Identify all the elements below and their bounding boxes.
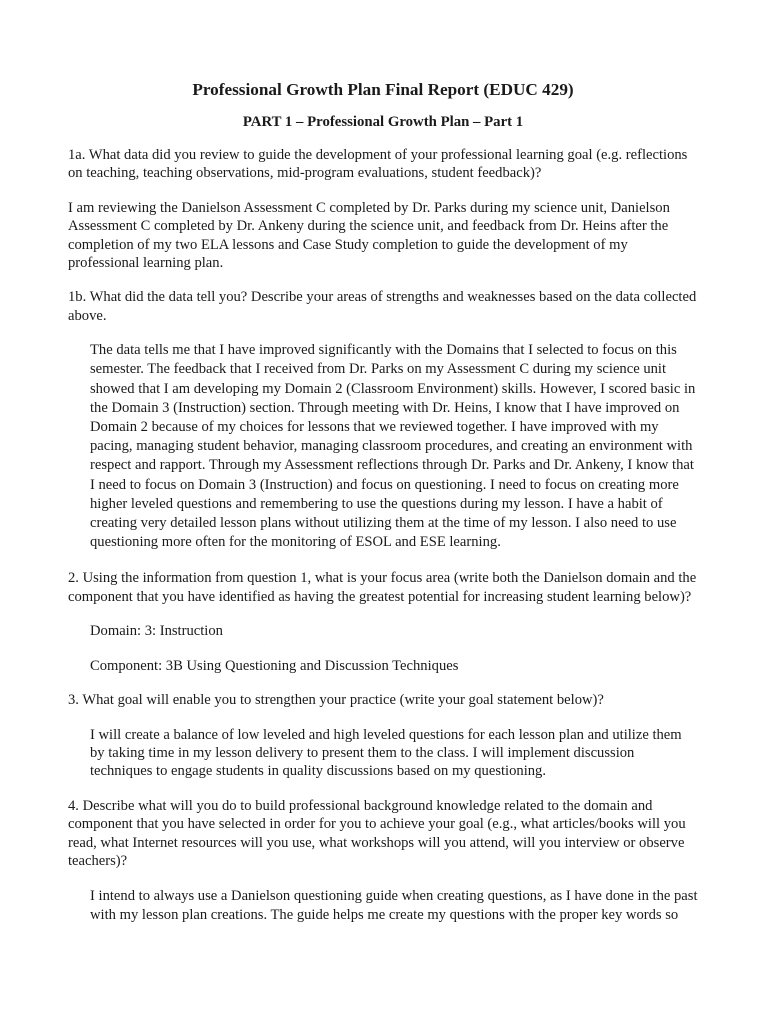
page-title: Professional Growth Plan Final Report (EDUC 429) xyxy=(192,80,574,99)
answer-2-component: Component: 3B Using Questioning and Discussion Techniques xyxy=(90,657,459,674)
answer-4: I intend to always use a Danielson questioning guide when creating questions, as I have done in the past with my lesson plan creations. The guide helps me create my questions with the proper key words so xyxy=(90,888,698,923)
answer-1a: I am reviewing the Danielson Assessment C completed by Dr. Parks during my science unit, Danielson Assessment C completed by Dr. Ankeny during the science unit, and feedback from Dr. Heins after the completion of my two ELA lessons and Case Study completion to guide the development of my professional learning plan. xyxy=(68,199,670,272)
part-heading: PART 1 – Professional Growth Plan – Part 1 xyxy=(242,114,524,130)
question-4: 4. Describe what will you do to build professional background knowledge related to the domain and component that you have selected in order for you to achieve your goal (e.g., what articles/books will you read, what Internet resources will you use, what workshops will you attend, will you interview or observe teachers)? xyxy=(68,797,686,869)
answer-3: I will create a balance of low leveled and high leveled questions for each lesson plan and utilize them by taking time in my lesson delivery to present them to the class. I will implement discussion techniques to engage students in quality discussions based on my questioning. xyxy=(90,726,682,780)
answer-1b: The data tells me that I have improved significantly with the Domains that I selected to focus on this semester. The feedback that I received from Dr. Parks on my Assessment C during my science unit showed that I am developing my Domain 2 (Classroom Environment) skills. However, I scored basic in the Domain 3 (Instruction) section. Through meeting with Dr. Heins, I know that I have improved on Domain 2 because of my choices for lessons that we reviewed together. I have improved with my pacing, managing student behavior, managing classroom procedures, and creating an environment with respect and rapport. Through my Assessment reflections through Dr. Parks and Dr. Ankeny, I know that I need to focus on Domain 3 (Instruction) and focus on questioning. I need to focus on creating more higher leveled questions and remembering to use the questions during my lesson. I have a habit of creating very detailed lesson plans without utilizing them at the time of my lesson. I also need to use questioning more often for the monitoring of ESOL and ESE learning. xyxy=(90,342,696,551)
answer-2-domain: Domain: 3: Instruction xyxy=(90,623,223,640)
question-2: 2. Using the information from question 1, what is your focus area (write both the Danielson domain and the component that you have identified as having the greatest potential for increasing student learning below)? xyxy=(68,570,697,605)
question-1b: 1b. What did the data tell you? Describe your areas of strengths and weaknesses based on the data collected above. xyxy=(68,289,697,324)
question-3: 3. What goal will enable you to strengthen your practice (write your goal statement below)? xyxy=(68,692,604,709)
question-1a: 1a. What data did you review to guide the development of your professional learning goal (e.g. reflections on teaching, teaching observations, mid-program evaluations, student feedback)? xyxy=(68,147,688,182)
